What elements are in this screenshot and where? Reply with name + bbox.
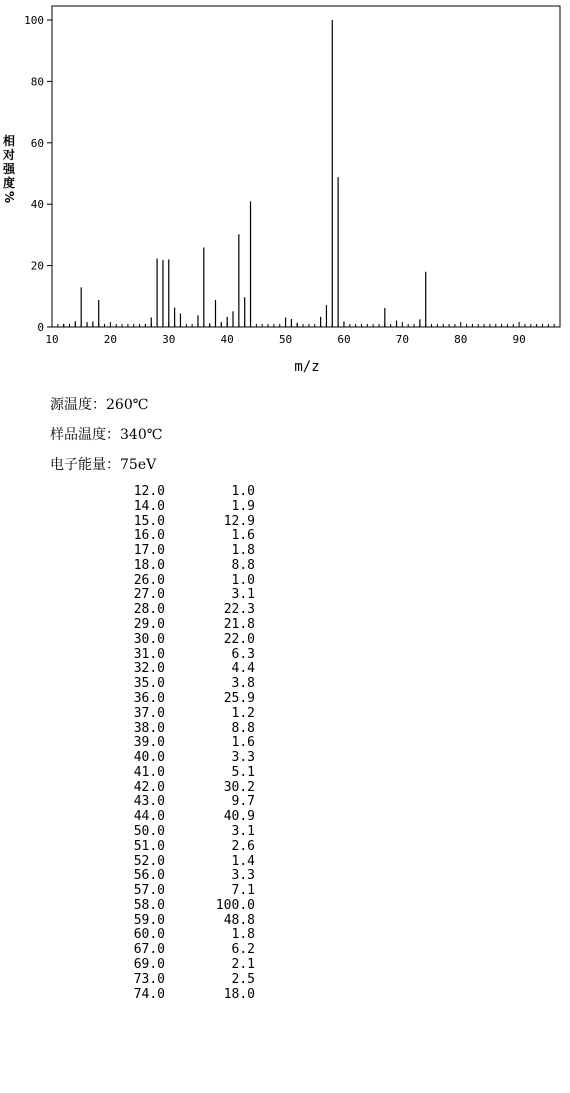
peak-intensity: 18.0 — [223, 986, 255, 1002]
peak-row — [100, 633, 270, 648]
peak-mz: 74.0 — [133, 986, 165, 1002]
peak-mz: 39.0 — [133, 735, 165, 751]
peak-intensity: 12.9 — [223, 513, 255, 529]
peak-table — [100, 485, 270, 1002]
peak-mz: 30.0 — [133, 631, 165, 647]
x-tick-label: 60 — [337, 333, 351, 346]
peak-row — [100, 884, 270, 899]
y-axis-label-char: 强 — [2, 162, 15, 176]
mass-spectrum-chart — [0, 0, 570, 385]
peak-mz: 31.0 — [133, 646, 165, 662]
y-tick-label: 20 — [30, 259, 44, 273]
peak-intensity: 1.4 — [231, 853, 255, 869]
x-tick-label: 10 — [45, 333, 59, 346]
x-axis-ticks — [45, 322, 560, 346]
y-axis-label-char: 相 — [2, 134, 15, 148]
peak-row — [100, 766, 270, 781]
peak-intensity: 3.1 — [231, 823, 255, 839]
peak-row — [100, 485, 270, 500]
peak-intensity: 48.8 — [223, 912, 255, 928]
peak-mz: 52.0 — [133, 853, 165, 869]
peak-row — [100, 707, 270, 722]
peak-row — [100, 973, 270, 988]
peak-row — [100, 958, 270, 973]
peak-intensity: 1.2 — [231, 705, 255, 721]
peak-bars — [64, 20, 426, 327]
peak-intensity: 100.0 — [215, 897, 255, 913]
peak-row — [100, 544, 270, 559]
peak-mz: 69.0 — [133, 957, 165, 972]
peak-mz: 17.0 — [133, 543, 165, 559]
peak-row — [100, 648, 270, 663]
peak-mz: 59.0 — [133, 912, 165, 928]
peak-intensity: 6.2 — [231, 942, 255, 958]
peak-mz: 29.0 — [133, 617, 165, 633]
peak-intensity: 3.1 — [231, 587, 255, 603]
x-tick-label: 90 — [512, 333, 526, 346]
peak-mz: 50.0 — [133, 823, 165, 839]
peak-intensity: 40.9 — [223, 809, 255, 825]
peak-mz: 67.0 — [133, 942, 165, 958]
peak-mz: 43.0 — [133, 794, 165, 810]
peak-row — [100, 574, 270, 589]
y-tick-label: 0 — [37, 321, 44, 334]
peak-intensity: 2.1 — [231, 957, 255, 972]
y-axis-label-char: % — [2, 190, 16, 204]
peak-intensity: 4.4 — [231, 661, 255, 677]
peak-row — [100, 914, 270, 929]
x-tick-label: 70 — [395, 333, 409, 346]
peak-mz: 51.0 — [133, 838, 165, 854]
peak-mz: 42.0 — [133, 779, 165, 795]
sample-temperature: 样品温度：340℃ — [50, 427, 163, 443]
peak-mz: 41.0 — [133, 764, 165, 780]
peak-intensity: 30.2 — [223, 779, 255, 795]
peak-intensity: 3.8 — [231, 676, 255, 692]
peak-mz: 16.0 — [133, 528, 165, 544]
peak-mz: 26.0 — [133, 572, 165, 588]
plot-frame — [52, 6, 560, 327]
peak-row — [100, 781, 270, 796]
x-tick-label: 50 — [278, 333, 293, 346]
peak-mz: 36.0 — [133, 690, 165, 706]
x-axis-label: m/z — [294, 359, 320, 375]
peak-intensity: 6.3 — [231, 646, 255, 662]
peak-intensity: 3.3 — [231, 750, 255, 766]
peak-intensity: 22.0 — [223, 631, 255, 647]
peak-intensity: 1.9 — [231, 498, 255, 514]
peak-intensity: 21.8 — [223, 617, 255, 633]
peak-mz: 15.0 — [133, 513, 165, 529]
peak-intensity: 1.8 — [231, 927, 255, 943]
peak-mz: 56.0 — [133, 868, 165, 884]
peak-mz: 60.0 — [133, 927, 165, 943]
y-tick-label: 60 — [30, 136, 44, 150]
peak-intensity: 9.7 — [231, 794, 255, 810]
y-tick-label: 80 — [30, 75, 44, 89]
peak-row — [100, 810, 270, 825]
y-axis-label-char: 度 — [2, 176, 15, 190]
x-tick-label: 20 — [103, 333, 118, 346]
peak-row — [100, 559, 270, 574]
peak-row — [100, 855, 270, 870]
peak-row — [100, 722, 270, 737]
peak-intensity: 22.3 — [223, 602, 255, 618]
peak-intensity: 2.5 — [231, 971, 255, 987]
peak-intensity: 1.0 — [231, 484, 255, 499]
x-tick-label: 40 — [220, 333, 234, 346]
peak-row — [100, 795, 270, 810]
peak-row — [100, 943, 270, 958]
peak-intensity: 8.8 — [231, 557, 255, 573]
y-axis-label — [2, 134, 16, 204]
peak-row — [100, 662, 270, 677]
y-axis-ticks — [24, 14, 52, 334]
y-tick-label: 100 — [24, 14, 44, 27]
peak-mz: 58.0 — [133, 897, 165, 913]
peak-mz: 32.0 — [133, 661, 165, 677]
source-temperature: 源温度：260℃ — [50, 397, 149, 413]
peak-row — [100, 751, 270, 766]
peak-mz: 57.0 — [133, 883, 165, 899]
peak-intensity: 8.8 — [231, 720, 255, 736]
peak-mz: 14.0 — [133, 498, 165, 514]
peak-row — [100, 588, 270, 603]
peak-mz: 40.0 — [133, 750, 165, 766]
y-axis-label-char: 对 — [2, 148, 15, 162]
peak-row — [100, 840, 270, 855]
peak-mz: 37.0 — [133, 705, 165, 721]
peak-intensity: 1.6 — [231, 528, 255, 544]
peak-row — [100, 529, 270, 544]
peak-row — [100, 928, 270, 943]
peak-row — [100, 825, 270, 840]
peak-row — [100, 618, 270, 633]
y-tick-label: 40 — [30, 198, 44, 212]
x-tick-label: 30 — [162, 333, 176, 346]
peak-intensity: 5.1 — [231, 764, 255, 780]
peak-row — [100, 603, 270, 618]
peak-mz: 73.0 — [133, 971, 165, 987]
x-tick-label: 80 — [454, 333, 468, 346]
peak-intensity: 3.3 — [231, 868, 255, 884]
peak-intensity: 1.8 — [231, 543, 255, 559]
peak-intensity: 7.1 — [231, 883, 255, 899]
peak-mz: 12.0 — [133, 484, 165, 499]
peak-intensity: 1.0 — [231, 572, 255, 588]
peak-row — [100, 736, 270, 751]
peak-row — [100, 677, 270, 692]
peak-mz: 38.0 — [133, 720, 165, 736]
peak-mz: 28.0 — [133, 602, 165, 618]
peak-row — [100, 899, 270, 914]
peak-row — [100, 692, 270, 707]
peak-intensity: 2.6 — [231, 838, 255, 854]
peak-row — [100, 500, 270, 515]
peak-row — [100, 515, 270, 530]
peak-intensity: 1.6 — [231, 735, 255, 751]
peak-intensity: 25.9 — [223, 690, 255, 706]
electron-energy: 电子能量：75eV — [50, 457, 157, 473]
peak-mz: 35.0 — [133, 676, 165, 692]
peak-mz: 27.0 — [133, 587, 165, 603]
peak-row — [100, 869, 270, 884]
peak-row — [100, 988, 270, 1003]
peak-mz: 44.0 — [133, 809, 165, 825]
peak-mz: 18.0 — [133, 557, 165, 573]
